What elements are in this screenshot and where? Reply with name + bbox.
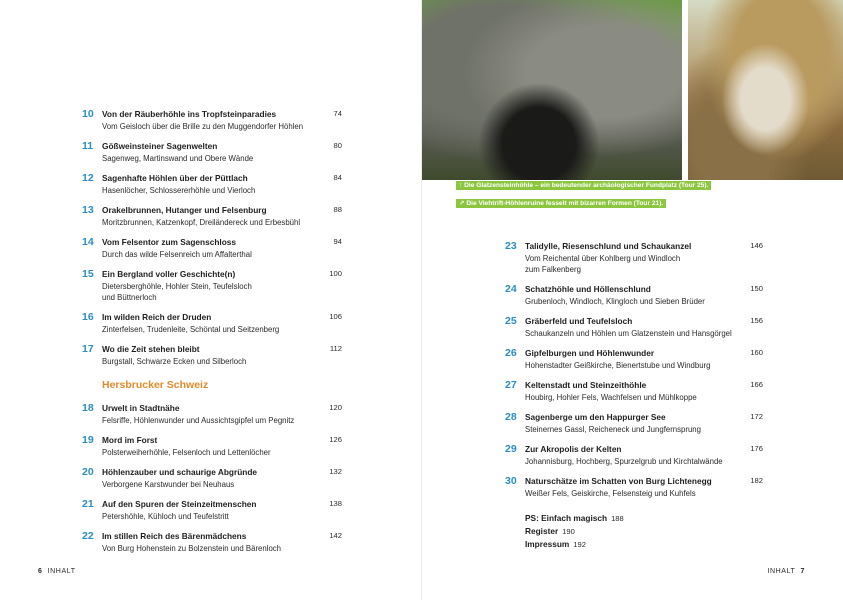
tour-title: Ein Bergland voller Geschichte(n)	[102, 269, 236, 279]
caption-1: ↑ Die Glatzensteinhöhle – ein bedeutender archäologischer Fundplatz (Tour 25).	[456, 181, 711, 190]
footer-right	[767, 568, 805, 575]
photo-captions	[456, 174, 711, 210]
tour-number: 19	[82, 434, 94, 446]
tour-subtitle: Houbirg, Hohler Fels, Wachfelsen und Mühlkoppe	[525, 393, 697, 402]
tour-subtitle: Dietersberghöhle, Hohler Stein, Teufelsloch	[102, 282, 252, 291]
toc-entry	[82, 140, 342, 164]
toc-entry	[82, 498, 342, 522]
tour-subtitle: Hohenstadter Geißkirche, Bienertstube und Windburg	[525, 361, 711, 370]
tour-page: 176	[750, 444, 763, 453]
tour-page: 120	[329, 403, 342, 412]
tour-title: Urwelt in Stadtnähe	[102, 403, 180, 413]
extra-page: 192	[573, 540, 586, 549]
tour-subtitle: Hasenlöcher, Schlossererhöhle und Vierloch	[102, 186, 256, 195]
tour-subtitle: Steinernes Gassl, Reicheneck und Jungfernsprung	[525, 425, 701, 434]
tour-page: 94	[333, 237, 342, 246]
tour-title: Mord im Forst	[102, 435, 158, 445]
tour-subtitle: Vom Geisloch über die Brille zu den Muggendorfer Höhlen	[102, 122, 304, 131]
tour-page: 142	[329, 531, 342, 540]
tour-subtitle: Durch das wilde Felsenreich um Affalterthal	[102, 250, 252, 259]
tour-subtitle: Polsterweiherhöhle, Felsenloch und Lettenlöcher	[102, 448, 271, 457]
tour-page: 172	[750, 412, 763, 421]
toc-list-part-2	[82, 402, 342, 554]
toc-extras	[525, 512, 725, 551]
tour-number: 27	[505, 379, 517, 391]
toc-entry	[82, 236, 342, 260]
tour-title: Im wilden Reich der Druden	[102, 312, 212, 322]
toc-entry	[505, 283, 763, 307]
tour-subtitle: Grubenloch, Windloch, Klingloch und Sieben Brüder	[525, 297, 705, 306]
tour-page: 132	[329, 467, 342, 476]
tour-title: Von der Räuberhöhle ins Tropfsteinparadies	[102, 109, 277, 119]
tour-number: 16	[82, 311, 94, 323]
tour-number: 30	[505, 475, 517, 487]
tour-subtitle: Petershöhle, Kühloch und Teufelstritt	[102, 512, 229, 521]
toc-entry	[505, 315, 763, 339]
tour-title: Gräberfeld und Teufelsloch	[525, 316, 633, 326]
toc-entry	[82, 108, 342, 132]
toc-entry	[505, 411, 763, 435]
toc-list-part-1	[82, 108, 342, 367]
tour-subtitle: Von Burg Hohenstein zu Bolzenstein und Bärenloch	[102, 544, 282, 553]
tour-title: Im stillen Reich des Bärenmädchens	[102, 531, 247, 541]
tour-title: Gipfelburgen und Höhlenwunder	[525, 348, 655, 358]
tour-page: 160	[750, 348, 763, 357]
tour-number: 14	[82, 236, 94, 248]
tour-number: 29	[505, 443, 517, 455]
tour-title: Schatzhöhle und Höllenschlund	[525, 284, 651, 294]
tour-number: 25	[505, 315, 517, 327]
extra-item	[525, 525, 725, 538]
extra-label: Impressum	[525, 539, 570, 549]
toc-right-column	[505, 240, 763, 507]
tour-page: 80	[333, 141, 342, 150]
tour-title: Höhlenzauber und schaurige Abgründe	[102, 467, 258, 477]
extra-item	[525, 512, 725, 525]
tour-title: Sagenhafte Höhlen über der Püttlach	[102, 173, 248, 183]
tour-page: 138	[329, 499, 342, 508]
footer-label-left: INHALT	[47, 568, 76, 575]
page-number-left: 6	[38, 568, 43, 575]
tour-page: 166	[750, 380, 763, 389]
tour-title: Auf den Spuren der Steinzeitmenschen	[102, 499, 257, 509]
toc-entry	[505, 347, 763, 371]
tour-subtitle: Johannisburg, Hochberg, Spurzelgrub und Kirchtalwände	[525, 457, 723, 466]
tour-subtitle: Burgstall, Schwarze Ecken und Silberloch	[102, 357, 247, 366]
tour-subtitle: Felsriffe, Höhlenwunder und Aussichtsgipfel um Pegnitz	[102, 416, 295, 425]
tour-page: 100	[329, 269, 342, 278]
tour-page: 156	[750, 316, 763, 325]
tour-page: 182	[750, 476, 763, 485]
tour-page: 112	[329, 344, 342, 353]
toc-entry	[505, 443, 763, 467]
tour-number: 18	[82, 402, 94, 414]
extra-label: PS: Einfach magisch	[525, 513, 608, 523]
tour-title: Zur Akropolis der Kelten	[525, 444, 622, 454]
footer-label-right: INHALT	[767, 568, 796, 575]
tour-page: 126	[329, 435, 342, 444]
footer-left	[38, 568, 76, 575]
section-heading: Hersbrucker Schweiz	[102, 379, 209, 391]
tour-subtitle: und Büttnerloch	[102, 293, 157, 302]
tour-page: 150	[750, 284, 763, 293]
tour-number: 20	[82, 466, 94, 478]
tour-subtitle: zum Falkenberg	[525, 265, 581, 274]
toc-left-column	[82, 108, 342, 562]
tour-title: Orakelbrunnen, Hutanger und Felsenburg	[102, 205, 267, 215]
tour-number: 23	[505, 240, 517, 252]
toc-entry	[82, 530, 342, 554]
tour-number: 22	[82, 530, 94, 542]
extra-item	[525, 538, 725, 551]
extra-page: 188	[611, 514, 624, 523]
toc-entry	[82, 172, 342, 196]
tour-number: 11	[82, 140, 94, 152]
tour-page: 146	[750, 241, 763, 250]
tour-number: 28	[505, 411, 517, 423]
extra-label: Register	[525, 526, 559, 536]
tour-page: 84	[333, 173, 342, 182]
tour-subtitle: Schaukanzeln und Höhlen um Glatzenstein und Hansgörgel	[525, 329, 732, 338]
tour-subtitle: Verborgene Karstwunder bei Neuhaus	[102, 480, 235, 489]
tour-subtitle: Sagenweg, Martinswand und Obere Wände	[102, 154, 254, 163]
toc-list-right	[505, 240, 763, 499]
toc-entry	[82, 402, 342, 426]
tour-title: Talidylle, Riesenschlund und Schaukanzel	[525, 241, 692, 251]
tour-number: 21	[82, 498, 94, 510]
toc-entry	[82, 343, 342, 367]
tour-page: 88	[333, 205, 342, 214]
tour-title: Gößweinsteiner Sagenwelten	[102, 141, 218, 151]
toc-entry	[505, 379, 763, 403]
toc-entry	[82, 204, 342, 228]
tour-page: 106	[329, 312, 342, 321]
tour-number: 17	[82, 343, 94, 355]
tour-number: 12	[82, 172, 94, 184]
tour-page: 74	[333, 109, 342, 118]
toc-entry	[505, 240, 763, 275]
tour-number: 13	[82, 204, 94, 216]
tour-subtitle: Weißer Fels, Geiskirche, Felsensteig und Kuhfels	[525, 489, 696, 498]
toc-entry	[505, 475, 763, 499]
tour-subtitle: Zinterfelsen, Trudenleite, Schöntal und Seitzenberg	[102, 325, 280, 334]
tour-title: Vom Felsentor zum Sagenschloss	[102, 237, 237, 247]
toc-entry	[82, 268, 342, 303]
toc-entry	[82, 434, 342, 458]
tour-title: Sagenberge um den Happurger See	[525, 412, 666, 422]
page-number-right: 7	[800, 568, 805, 575]
tour-subtitle: Moritzbrunnen, Katzenkopf, Dreiländereck und Erbesbühl	[102, 218, 301, 227]
extra-page: 190	[562, 527, 575, 536]
tour-title: Naturschätze im Schatten von Burg Lichtenegg	[525, 476, 712, 486]
tour-title: Keltenstadt und Steinzeithöhle	[525, 380, 647, 390]
tour-number: 10	[82, 108, 94, 120]
tour-number: 26	[505, 347, 517, 359]
cave-photo-glatzenstein	[422, 0, 682, 180]
caption-2: ↗ Die Viehtrift-Höhlenruine fesselt mit bizarren Formen (Tour 21).	[456, 199, 666, 208]
toc-entry	[82, 311, 342, 335]
tour-subtitle: Vom Reichental über Kohlberg und Windloch	[525, 254, 681, 263]
tour-number: 15	[82, 268, 94, 280]
toc-entry	[82, 466, 342, 490]
tour-number: 24	[505, 283, 517, 295]
rock-photo-viehtrift	[688, 0, 843, 180]
tour-title: Wo die Zeit stehen bleibt	[102, 344, 200, 354]
